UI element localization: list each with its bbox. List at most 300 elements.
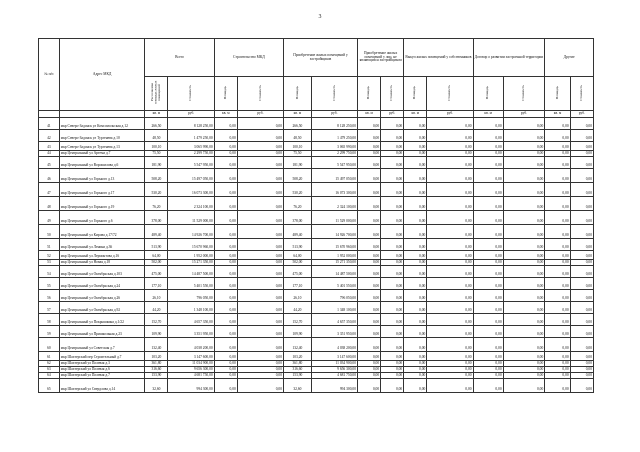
buyout-area: 0,00 xyxy=(404,302,427,314)
unit-sqm: кв. м xyxy=(404,111,427,118)
row-number: 63 xyxy=(39,367,60,373)
developer-area: 378,00 xyxy=(284,211,312,225)
developer-area: 508,20 xyxy=(284,169,312,183)
developer-cost: 2 324 100,00 xyxy=(311,197,357,211)
buyout-cost: 0,00 xyxy=(427,130,473,142)
developer-area: 75,50 xyxy=(284,151,312,157)
other-cost: 0,00 xyxy=(570,278,593,290)
row-address: мкр Шахтерский ул Полевая д.6 xyxy=(59,367,145,373)
non-developer-cost: 0,00 xyxy=(381,157,404,169)
mkd-area: 0,00 xyxy=(214,239,237,251)
mkd-cost: 0,00 xyxy=(237,278,283,290)
other-cost: 0,00 xyxy=(570,157,593,169)
table-row xyxy=(39,239,594,251)
other-area: 0,00 xyxy=(545,352,570,361)
unit-sqm: кв. м xyxy=(284,111,312,118)
total-area: 266,50 xyxy=(145,118,168,130)
buyout-area: 0,00 xyxy=(404,130,427,142)
buyout-area: 0,00 xyxy=(404,278,427,290)
subheader-area: Площадь xyxy=(473,77,503,111)
non-developer-cost: 0,00 xyxy=(381,290,404,302)
table-row xyxy=(39,211,594,225)
header-acquire-developer: Приобретение жилых помещений у застройщиков xyxy=(284,39,358,77)
other-cost: 0,00 xyxy=(570,314,593,326)
row-address: мкр Шахтерский пер Строительный д.7 xyxy=(59,352,145,361)
territory-area: 0,00 xyxy=(473,183,503,197)
row-address: мкр Центральный ул Ворошилова д.6 xyxy=(59,157,145,169)
territory-cost: 0,00 xyxy=(503,379,545,393)
row-number: 44 xyxy=(39,151,60,157)
subheader-cost: Стоимость xyxy=(168,77,214,111)
territory-cost: 0,00 xyxy=(503,225,545,239)
buyout-cost: 0,00 xyxy=(427,352,473,361)
territory-area: 0,00 xyxy=(473,352,503,361)
row-address: мкр Центральный ул Лермонтова д.16 xyxy=(59,251,145,260)
developer-area: 109,90 xyxy=(284,326,312,338)
other-area: 0,00 xyxy=(545,379,570,393)
header-buyout: Выкуп жилых помещений у собственников xyxy=(404,39,473,77)
total-area: 513,90 xyxy=(145,239,168,251)
buyout-area: 0,00 xyxy=(404,260,427,266)
header-territory: Договор о развитии застроенной территории xyxy=(473,39,545,77)
unit-rub: руб. xyxy=(570,111,593,118)
buyout-area: 0,00 xyxy=(404,151,427,157)
non-developer-cost: 0,00 xyxy=(381,130,404,142)
buyout-cost: 0,00 xyxy=(427,338,473,352)
territory-cost: 0,00 xyxy=(503,278,545,290)
non-developer-cost: 0,00 xyxy=(381,169,404,183)
buyout-cost: 0,00 xyxy=(427,266,473,278)
table-row xyxy=(39,157,594,169)
buyout-cost: 0,00 xyxy=(427,251,473,260)
buyout-area: 0,00 xyxy=(404,118,427,130)
developer-cost: 4 038 200,00 xyxy=(311,338,357,352)
header-address: Адрес МКД xyxy=(59,39,145,111)
mkd-area: 0,00 xyxy=(214,183,237,197)
mkd-cost: 0,00 xyxy=(237,290,283,302)
territory-area: 0,00 xyxy=(473,260,503,266)
mkd-area: 0,00 xyxy=(214,211,237,225)
other-area: 0,00 xyxy=(545,302,570,314)
buyout-cost: 0,00 xyxy=(427,118,473,130)
table-row xyxy=(39,251,594,260)
non-developer-area: 0,00 xyxy=(358,379,381,393)
territory-cost: 0,00 xyxy=(503,326,545,338)
row-number: 46 xyxy=(39,169,60,183)
developer-cost: 8 128 250,00 xyxy=(311,118,357,130)
territory-cost: 0,00 xyxy=(503,314,545,326)
other-cost: 0,00 xyxy=(570,290,593,302)
subheader-area: Площадь xyxy=(358,77,381,111)
total-cost: 11 034 900,00 xyxy=(168,361,214,367)
non-developer-area: 0,00 xyxy=(358,169,381,183)
non-developer-area: 0,00 xyxy=(358,211,381,225)
total-area: 75,50 xyxy=(145,151,168,157)
territory-area: 0,00 xyxy=(473,361,503,367)
territory-area: 0,00 xyxy=(473,225,503,239)
row-address: мкр Центральный ул Советская д.7 xyxy=(59,338,145,352)
total-cost: 11 529 000,00 xyxy=(168,211,214,225)
total-cost: 4 038 200,00 xyxy=(168,338,214,352)
mkd-area: 0,00 xyxy=(214,278,237,290)
row-address: мкр Центральный ул Горького д.17 xyxy=(59,183,145,197)
table-row xyxy=(39,130,594,142)
row-number: 60 xyxy=(39,338,60,352)
other-area: 0,00 xyxy=(545,118,570,130)
territory-cost: 0,00 xyxy=(503,302,545,314)
mkd-area: 0,00 xyxy=(214,314,237,326)
row-address: мкр Центральный ул Горького д.6 xyxy=(59,211,145,225)
buyout-cost: 0,00 xyxy=(427,197,473,211)
other-area: 0,00 xyxy=(545,373,570,379)
mkd-area: 0,00 xyxy=(214,361,237,367)
other-area: 0,00 xyxy=(545,130,570,142)
developer-cost: 3 065 990,00 xyxy=(311,142,357,151)
row-number: 64 xyxy=(39,373,60,379)
table-row xyxy=(39,326,594,338)
total-cost: 15 670 960,00 xyxy=(168,239,214,251)
non-developer-area: 0,00 xyxy=(358,361,381,367)
non-developer-cost: 0,00 xyxy=(381,183,404,197)
buyout-cost: 0,00 xyxy=(427,225,473,239)
non-developer-cost: 0,00 xyxy=(381,211,404,225)
other-area: 0,00 xyxy=(545,290,570,302)
row-number: 65 xyxy=(39,379,60,393)
mkd-cost: 0,00 xyxy=(237,302,283,314)
mkd-cost: 0,00 xyxy=(237,130,283,142)
non-developer-area: 0,00 xyxy=(358,338,381,352)
developer-cost: 4 681 750,00 xyxy=(311,373,357,379)
total-cost: 2 324 100,00 xyxy=(168,197,214,211)
territory-cost: 0,00 xyxy=(503,118,545,130)
territory-area: 0,00 xyxy=(473,169,503,183)
other-cost: 0,00 xyxy=(570,118,593,130)
total-cost: 4 681 750,00 xyxy=(168,373,214,379)
table-row xyxy=(39,338,594,352)
mkd-cost: 0,00 xyxy=(237,197,283,211)
row-number: 56 xyxy=(39,290,60,302)
developer-area: 475,00 xyxy=(284,266,312,278)
total-cost: 994 300,00 xyxy=(168,379,214,393)
total-area: 76,20 xyxy=(145,197,168,211)
mkd-area: 0,00 xyxy=(214,379,237,393)
unit-rub: руб. xyxy=(503,111,545,118)
non-developer-cost: 0,00 xyxy=(381,260,404,266)
territory-cost: 0,00 xyxy=(503,183,545,197)
mkd-area: 0,00 xyxy=(214,169,237,183)
total-area: 100,10 xyxy=(145,142,168,151)
table-row xyxy=(39,290,594,302)
table-body xyxy=(39,118,594,393)
total-area: 109,90 xyxy=(145,326,168,338)
other-area: 0,00 xyxy=(545,151,570,157)
total-area: 32,60 xyxy=(145,379,168,393)
row-address: мкр Северо-Задонск ул Тургенева д.10 xyxy=(59,130,145,142)
developer-area: 153,90 xyxy=(284,373,312,379)
non-developer-cost: 0,00 xyxy=(381,266,404,278)
non-developer-area: 0,00 xyxy=(358,151,381,157)
total-area: 132,40 xyxy=(145,338,168,352)
other-cost: 0,00 xyxy=(570,251,593,260)
other-area: 0,00 xyxy=(545,361,570,367)
non-developer-area: 0,00 xyxy=(358,266,381,278)
developer-cost: 11 034 900,00 xyxy=(311,361,357,367)
mkd-area: 0,00 xyxy=(214,266,237,278)
row-address: мкр Центральный ул Кирова д.17/72 xyxy=(59,225,145,239)
resettlement-table xyxy=(38,38,594,393)
non-developer-area: 0,00 xyxy=(358,314,381,326)
buyout-cost: 0,00 xyxy=(427,290,473,302)
developer-cost: 15 497 050,00 xyxy=(311,169,357,183)
buyout-area: 0,00 xyxy=(404,373,427,379)
non-developer-area: 0,00 xyxy=(358,260,381,266)
total-cost: 16 073 300,00 xyxy=(168,183,214,197)
table-row xyxy=(39,379,594,393)
total-cost: 4 657 350,00 xyxy=(168,314,214,326)
buyout-area: 0,00 xyxy=(404,367,427,373)
territory-cost: 0,00 xyxy=(503,251,545,260)
mkd-cost: 0,00 xyxy=(237,361,283,367)
buyout-area: 0,00 xyxy=(404,183,427,197)
territory-area: 0,00 xyxy=(473,266,503,278)
territory-cost: 0,00 xyxy=(503,142,545,151)
row-number: 41 xyxy=(39,118,60,130)
non-developer-area: 0,00 xyxy=(358,183,381,197)
other-area: 0,00 xyxy=(545,251,570,260)
non-developer-area: 0,00 xyxy=(358,352,381,361)
non-developer-cost: 0,00 xyxy=(381,373,404,379)
table-row xyxy=(39,118,594,130)
buyout-cost: 0,00 xyxy=(427,367,473,373)
territory-area: 0,00 xyxy=(473,151,503,157)
other-area: 0,00 xyxy=(545,157,570,169)
territory-cost: 0,00 xyxy=(503,151,545,157)
total-area: 153,90 xyxy=(145,373,168,379)
other-cost: 0,00 xyxy=(570,352,593,361)
subheader-cost: Стоимость xyxy=(570,77,593,111)
non-developer-cost: 0,00 xyxy=(381,302,404,314)
table-row xyxy=(39,197,594,211)
developer-cost: 4 657 350,00 xyxy=(311,314,357,326)
unit-sqm: кв. м xyxy=(473,111,503,118)
territory-cost: 0,00 xyxy=(503,361,545,367)
non-developer-cost: 0,00 xyxy=(381,239,404,251)
subheader-area: Площадь xyxy=(545,77,570,111)
row-address: мкр Центральный ул Октябрьская д.103 xyxy=(59,266,145,278)
row-address: мкр Центральный ул Артема д.7 xyxy=(59,151,145,157)
total-area: 26,10 xyxy=(145,290,168,302)
row-number: 43 xyxy=(39,142,60,151)
row-number: 48 xyxy=(39,197,60,211)
row-address: мкр Центральный ул Октябрьская д.92 xyxy=(59,302,145,314)
developer-area: 32,60 xyxy=(284,379,312,393)
other-cost: 0,00 xyxy=(570,142,593,151)
other-area: 0,00 xyxy=(545,239,570,251)
territory-area: 0,00 xyxy=(473,367,503,373)
developer-area: 361,80 xyxy=(284,361,312,367)
territory-cost: 0,00 xyxy=(503,197,545,211)
territory-area: 0,00 xyxy=(473,379,503,393)
row-address: мкр Шахтерский ул Свердлова д.14 xyxy=(59,379,145,393)
developer-cost: 2 299 750,00 xyxy=(311,151,357,157)
mkd-area: 0,00 xyxy=(214,367,237,373)
total-cost: 3 147 600,00 xyxy=(168,352,214,361)
row-address: мкр Центральный ул Горького д.19 xyxy=(59,197,145,211)
other-cost: 0,00 xyxy=(570,197,593,211)
developer-area: 152,70 xyxy=(284,314,312,326)
mkd-area: 0,00 xyxy=(214,130,237,142)
subheader-resettle-area: Расселяемая площадь жилых помещений xyxy=(145,77,168,111)
row-number: 42 xyxy=(39,130,60,142)
mkd-cost: 0,00 xyxy=(237,225,283,239)
non-developer-cost: 0,00 xyxy=(381,361,404,367)
buyout-cost: 0,00 xyxy=(427,326,473,338)
other-cost: 0,00 xyxy=(570,302,593,314)
other-area: 0,00 xyxy=(545,326,570,338)
mkd-area: 0,00 xyxy=(214,151,237,157)
mkd-cost: 0,00 xyxy=(237,379,283,393)
developer-cost: 9 656 300,00 xyxy=(311,367,357,373)
other-cost: 0,00 xyxy=(570,367,593,373)
other-cost: 0,00 xyxy=(570,361,593,367)
header-other: Другие xyxy=(545,39,594,77)
territory-cost: 0,00 xyxy=(503,130,545,142)
row-number: 49 xyxy=(39,211,60,225)
developer-area: 103,20 xyxy=(284,352,312,361)
buyout-area: 0,00 xyxy=(404,142,427,151)
buyout-cost: 0,00 xyxy=(427,361,473,367)
non-developer-area: 0,00 xyxy=(358,326,381,338)
developer-area: 177,10 xyxy=(284,278,312,290)
total-area: 508,20 xyxy=(145,169,168,183)
buyout-cost: 0,00 xyxy=(427,157,473,169)
buyout-cost: 0,00 xyxy=(427,169,473,183)
other-cost: 0,00 xyxy=(570,130,593,142)
other-cost: 0,00 xyxy=(570,373,593,379)
mkd-cost: 0,00 xyxy=(237,151,283,157)
row-number: 51 xyxy=(39,239,60,251)
developer-cost: 1 479 250,00 xyxy=(311,130,357,142)
non-developer-cost: 0,00 xyxy=(381,225,404,239)
buyout-cost: 0,00 xyxy=(427,278,473,290)
subheader-cost: Стоимость xyxy=(427,77,473,111)
mkd-cost: 0,00 xyxy=(237,373,283,379)
row-address: мкр Северо-Задонск ул Тургенева д.13 xyxy=(59,142,145,151)
buyout-area: 0,00 xyxy=(404,211,427,225)
mkd-cost: 0,00 xyxy=(237,157,283,169)
buyout-area: 0,00 xyxy=(404,314,427,326)
table-row xyxy=(39,352,594,361)
unit-rub: руб. xyxy=(381,111,404,118)
total-area: 502,00 xyxy=(145,260,168,266)
total-cost: 9 656 300,00 xyxy=(168,367,214,373)
table-row xyxy=(39,278,594,290)
mkd-area: 0,00 xyxy=(214,338,237,352)
row-address: мкр Центральный ул Октябрьская д.24 xyxy=(59,278,145,290)
territory-area: 0,00 xyxy=(473,142,503,151)
subheader-cost: Стоимость xyxy=(503,77,545,111)
buyout-area: 0,00 xyxy=(404,225,427,239)
total-area: 48,50 xyxy=(145,130,168,142)
buyout-area: 0,00 xyxy=(404,326,427,338)
buyout-area: 0,00 xyxy=(404,157,427,169)
developer-cost: 16 073 300,00 xyxy=(311,183,357,197)
territory-area: 0,00 xyxy=(473,302,503,314)
unit-rub: руб. xyxy=(427,111,473,118)
developer-area: 513,90 xyxy=(284,239,312,251)
non-developer-area: 0,00 xyxy=(358,290,381,302)
developer-cost: 5 547 950,00 xyxy=(311,157,357,169)
non-developer-area: 0,00 xyxy=(358,302,381,314)
buyout-area: 0,00 xyxy=(404,352,427,361)
developer-area: 44,20 xyxy=(284,302,312,314)
developer-area: 489,40 xyxy=(284,225,312,239)
non-developer-cost: 0,00 xyxy=(381,367,404,373)
subheader-cost: Стоимость xyxy=(381,77,404,111)
mkd-area: 0,00 xyxy=(214,352,237,361)
row-number: 52 xyxy=(39,251,60,260)
total-cost: 5 401 550,00 xyxy=(168,278,214,290)
row-address: мкр Шахтерский ул Полевая д.3 xyxy=(59,361,145,367)
buyout-cost: 0,00 xyxy=(427,239,473,251)
territory-cost: 0,00 xyxy=(503,367,545,373)
subheader-cost: Стоимость xyxy=(311,77,357,111)
unit-rub: руб. xyxy=(168,111,214,118)
mkd-cost: 0,00 xyxy=(237,183,283,197)
total-cost: 15 271 350,00 xyxy=(168,260,214,266)
other-area: 0,00 xyxy=(545,314,570,326)
buyout-cost: 0,00 xyxy=(427,314,473,326)
non-developer-cost: 0,00 xyxy=(381,151,404,157)
buyout-cost: 0,00 xyxy=(427,260,473,266)
territory-area: 0,00 xyxy=(473,239,503,251)
unit-rub: руб. xyxy=(311,111,357,118)
other-area: 0,00 xyxy=(545,338,570,352)
unit-sqm: кв. м xyxy=(358,111,381,118)
developer-cost: 796 050,00 xyxy=(311,290,357,302)
subheader-area: Площадь xyxy=(284,77,312,111)
buyout-cost: 0,00 xyxy=(427,379,473,393)
total-cost: 15 497 050,00 xyxy=(168,169,214,183)
territory-area: 0,00 xyxy=(473,373,503,379)
other-cost: 0,00 xyxy=(570,151,593,157)
territory-area: 0,00 xyxy=(473,290,503,302)
non-developer-cost: 0,00 xyxy=(381,251,404,260)
total-cost: 14 926 700,00 xyxy=(168,225,214,239)
other-area: 0,00 xyxy=(545,225,570,239)
row-number: 62 xyxy=(39,361,60,367)
other-area: 0,00 xyxy=(545,169,570,183)
territory-cost: 0,00 xyxy=(503,338,545,352)
total-area: 361,80 xyxy=(145,361,168,367)
other-cost: 0,00 xyxy=(570,266,593,278)
other-cost: 0,00 xyxy=(570,211,593,225)
row-number: 61 xyxy=(39,352,60,361)
developer-cost: 1 348 100,00 xyxy=(311,302,357,314)
row-address: мкр Центральный ул Покрышкина д.1/22 xyxy=(59,314,145,326)
territory-cost: 0,00 xyxy=(503,239,545,251)
non-developer-cost: 0,00 xyxy=(381,338,404,352)
mkd-cost: 0,00 xyxy=(237,211,283,225)
developer-area: 530,20 xyxy=(284,183,312,197)
total-cost: 8 128 250,00 xyxy=(168,118,214,130)
total-cost: 1 348 100,00 xyxy=(168,302,214,314)
unit-sqm: кв. м xyxy=(214,111,237,118)
row-number: 55 xyxy=(39,278,60,290)
non-developer-cost: 0,00 xyxy=(381,142,404,151)
other-cost: 0,00 xyxy=(570,239,593,251)
non-developer-area: 0,00 xyxy=(358,278,381,290)
